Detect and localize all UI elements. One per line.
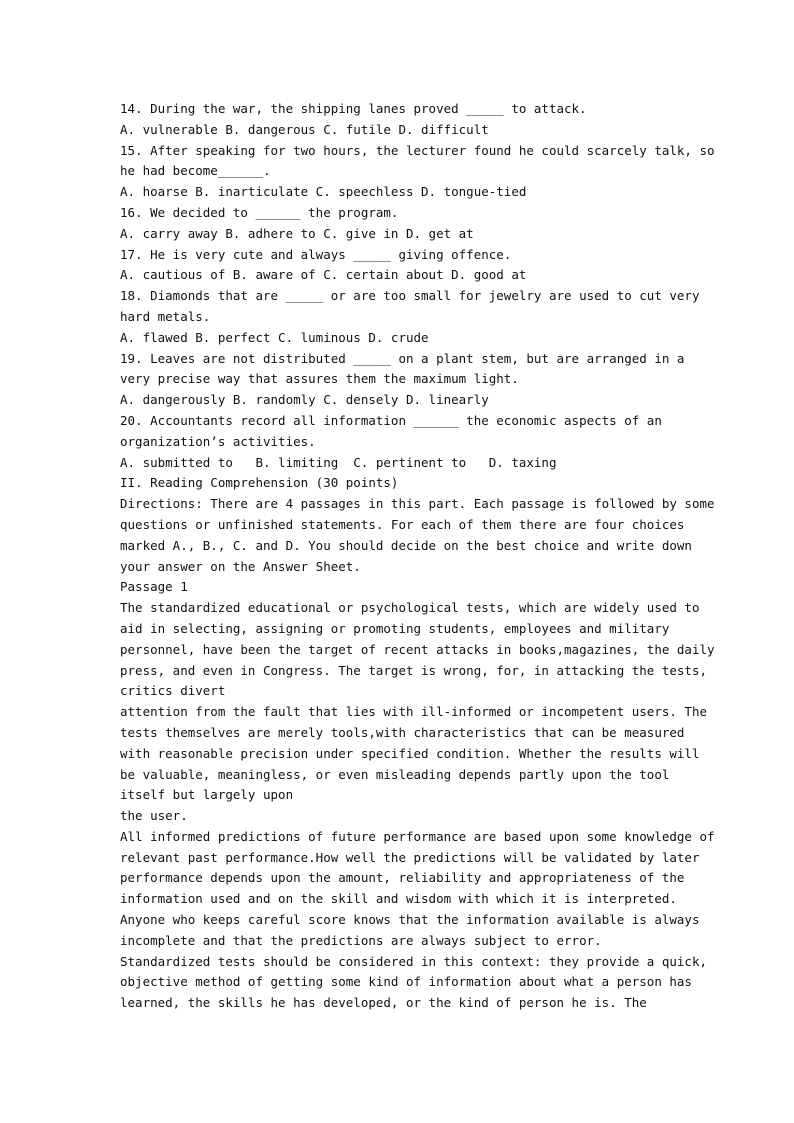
text-line: learned, the skills he has developed, or the kind of person he is. The xyxy=(120,995,647,1011)
text-line: A. hoarse B. inarticulate C. speechless D. tongue-tied xyxy=(120,184,527,200)
text-line: Standardized tests should be considered in this context: they provide a quick, xyxy=(120,953,707,969)
text-line: relevant past performance.How well the predictions will be validated by later xyxy=(120,849,700,865)
text-line: hard metals. xyxy=(120,308,211,324)
text-line: All informed predictions of future performance are based upon some knowledge of xyxy=(120,828,715,844)
document-page xyxy=(120,99,715,1014)
text-line: press, and even in Congress. The target is wrong, for, in attacking the tests, xyxy=(120,662,707,678)
text-line: your answer on the Answer Sheet. xyxy=(120,558,361,574)
text-line: very precise way that assures them the maximum light. xyxy=(120,371,519,387)
text-line: A. cautious of B. aware of C. certain about D. good at xyxy=(120,267,527,283)
text-line: 18. Diamonds that are _____ or are too small for jewelry are used to cut very xyxy=(120,288,700,304)
text-line: A. carry away B. adhere to C. give in D. get at xyxy=(120,225,474,241)
text-line: 14. During the war, the shipping lanes proved _____ to attack. xyxy=(120,101,587,116)
text-line: itself but largely upon xyxy=(120,787,294,803)
text-line: II. Reading Comprehension (30 points) xyxy=(120,475,399,491)
text-line: be valuable, meaningless, or even misleading depends partly upon the tool xyxy=(120,766,670,782)
text-line: information used and on the skill and wisdom with which it is interpreted. xyxy=(120,891,677,907)
text-line: A. submitted to B. limiting C. pertinent to D. taxing xyxy=(120,454,557,470)
text-line: 19. Leaves are not distributed _____ on a plant stem, but are arranged in a xyxy=(120,350,685,366)
text-line: Directions: There are 4 passages in this part. Each passage is followed by some xyxy=(120,496,715,512)
text-line: performance depends upon the amount, reliability and appropriateness of the xyxy=(120,870,685,886)
text-line: critics divert xyxy=(120,683,226,699)
text-line: marked A., B., C. and D. You should decide on the best choice and write down xyxy=(120,537,692,553)
text-line: Anyone who keeps careful score knows that the information available is always xyxy=(120,912,700,928)
text-line: he had become______. xyxy=(120,163,271,179)
text-line: tests themselves are merely tools,with characteristics that can be measured xyxy=(120,724,685,740)
text-line: 16. We decided to ______ the program. xyxy=(120,204,399,220)
text-line: aid in selecting, assigning or promoting students, employees and military xyxy=(120,620,670,636)
text-line: A. flawed B. perfect C. luminous D. crude xyxy=(120,329,429,345)
text-line: objective method of getting some kind of information about what a person has xyxy=(120,974,692,990)
text-line: A. dangerously B. randomly C. densely D. linearly xyxy=(120,392,489,408)
text-line: 15. After speaking for two hours, the lecturer found he could scarcely talk, so xyxy=(120,142,715,158)
text-line: Passage 1 xyxy=(120,579,188,595)
text-line: with reasonable precision under specified condition. Whether the results will xyxy=(120,745,700,761)
text-line: attention from the fault that lies with ill-informed or incompetent users. The xyxy=(120,704,707,720)
text-line: The standardized educational or psychological tests, which are widely used to xyxy=(120,600,700,616)
text-line: A. vulnerable B. dangerous C. futile D. difficult xyxy=(120,121,489,137)
text-line: 17. He is very cute and always _____ giving offence. xyxy=(120,246,512,262)
text-line: personnel, have been the target of recent attacks in books,magazines, the daily xyxy=(120,641,715,657)
text-line: the user. xyxy=(120,808,188,824)
text-line: questions or unfinished statements. For each of them there are four choices xyxy=(120,516,685,532)
text-line: incomplete and that the predictions are always subject to error. xyxy=(120,932,602,948)
text-line: organization’s activities. xyxy=(120,433,316,449)
text-line: 20. Accountants record all information ______ the economic aspects of an xyxy=(120,412,662,428)
